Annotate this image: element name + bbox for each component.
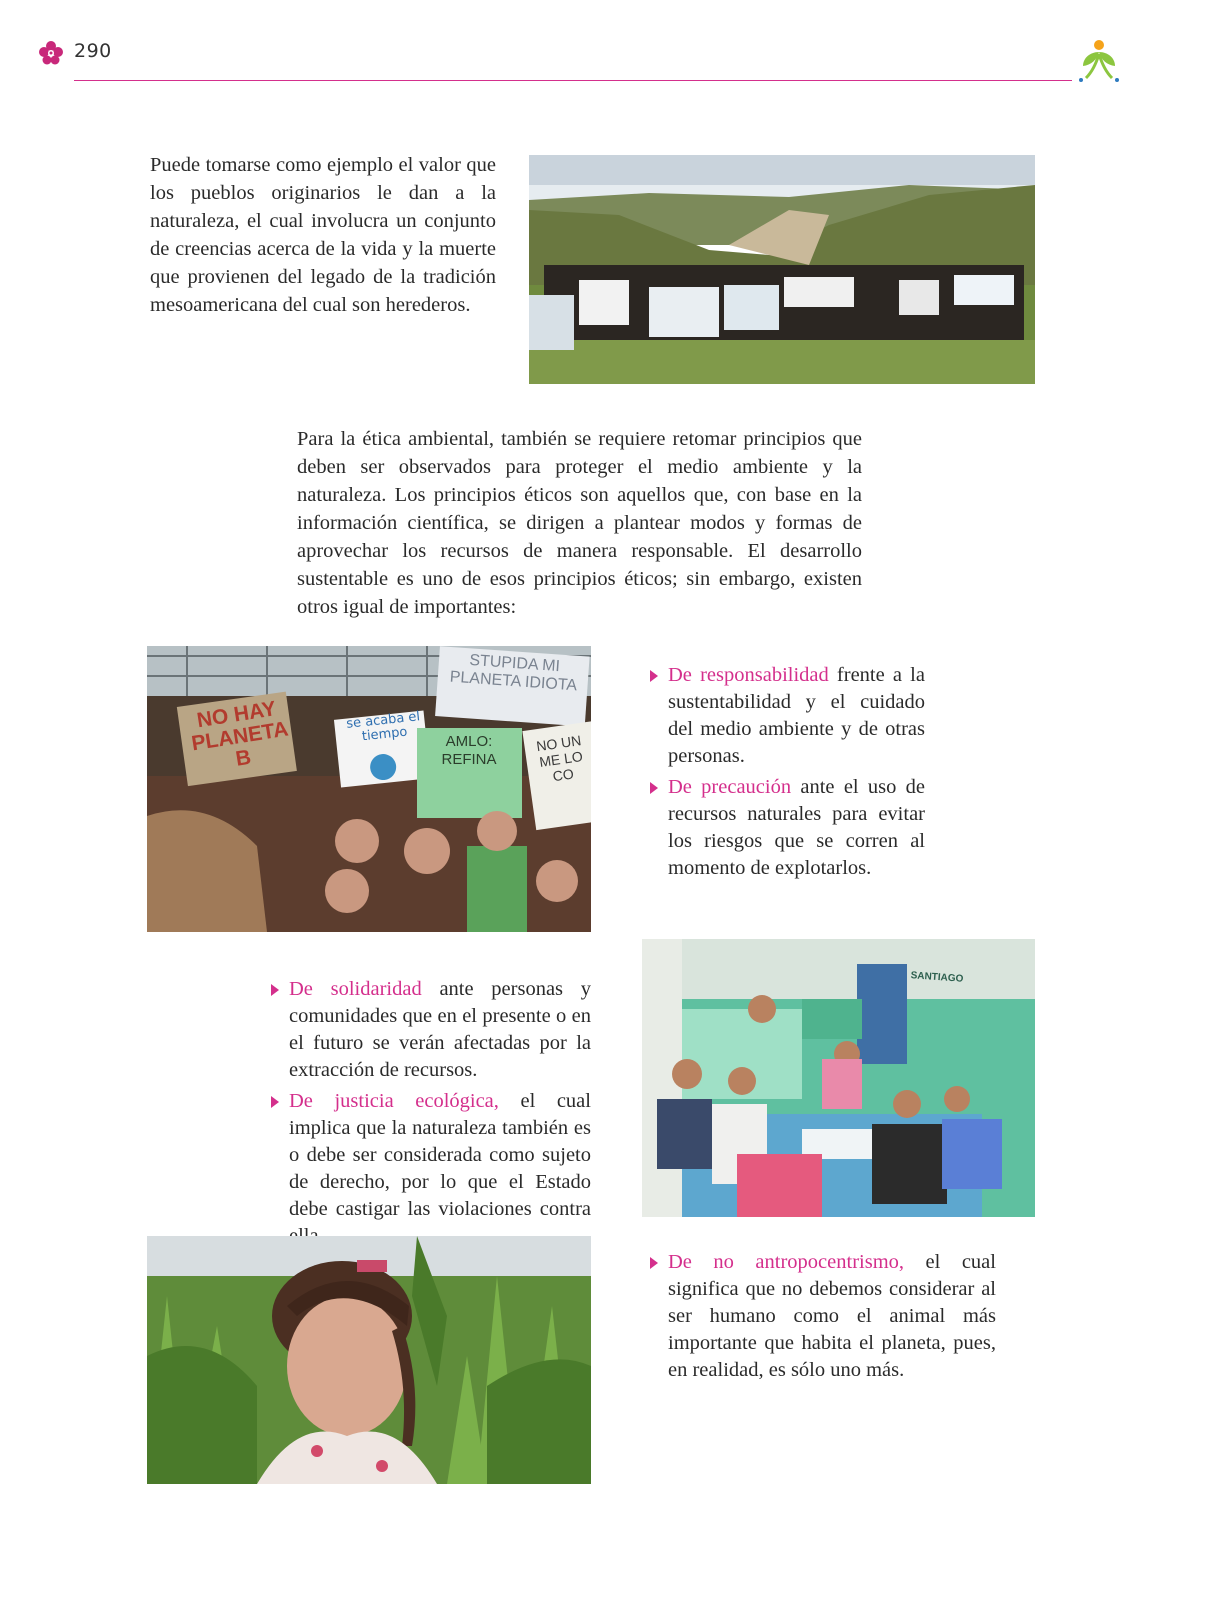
header-rule bbox=[74, 80, 1072, 81]
bullet-arrow-icon bbox=[650, 1257, 658, 1269]
sprout-logo-icon bbox=[1078, 38, 1120, 84]
principle-term: De no antropocentrismo, bbox=[668, 1251, 905, 1273]
corn-field-woman-photo bbox=[147, 1236, 591, 1484]
protest-sign-no-un: NO UN ME LO CO bbox=[535, 732, 584, 785]
principles-list-top bbox=[648, 662, 925, 886]
principle-text: ante personas y comunidades que en el presente o en el futuro se verán afectadas por la extracción de recursos. bbox=[289, 978, 591, 1081]
protest-sign-amlo: AMLO: REFINA bbox=[441, 733, 497, 768]
principle-item bbox=[269, 1088, 591, 1250]
classroom-wall-sign: SANTIAGO bbox=[910, 970, 964, 985]
protest-sign-stupida: STUPIDA MI PLANETA IDIOTA bbox=[449, 651, 578, 695]
bullet-arrow-icon bbox=[650, 782, 658, 794]
protest-sign-no-hay-planeta-b: NO HAY PLANETA B bbox=[189, 697, 290, 771]
principle-text: el cual implica que la naturaleza también es o debe ser considerada como sujeto de derecho, por lo que el Estado debe castigar las violaciones contra bbox=[289, 1090, 591, 1220]
flower-ornament-icon bbox=[36, 38, 66, 68]
principle-term: De precaución bbox=[668, 776, 792, 798]
bullet-arrow-icon bbox=[271, 1096, 279, 1108]
protest-sign-se-acaba-el-tiempo: se acaba el tiempo bbox=[345, 709, 421, 745]
page-number: 290 bbox=[74, 40, 112, 62]
bullet-arrow-icon bbox=[271, 984, 279, 996]
principle-item bbox=[648, 662, 925, 770]
principle-text: el cual significa que no debemos considerar al ser humano como el animal más importante que habita el planeta, pues, en realidad, es sólo uno más. bbox=[668, 1251, 996, 1381]
principle-term: De responsabilidad bbox=[668, 664, 829, 686]
principle-text: frente a la sustentabilidad y el cuidado del medio ambiente y de otras personas. bbox=[668, 664, 925, 767]
bullet-arrow-icon bbox=[650, 670, 658, 682]
principle-item bbox=[648, 1249, 996, 1384]
principles-list-bottom bbox=[648, 1249, 996, 1388]
principle-text: ante el uso de recursos naturales para evitar los riesgos que se corren al momento de explotarlos. bbox=[668, 776, 925, 879]
principles-list-middle bbox=[269, 976, 591, 1254]
protest-landscape-photo bbox=[529, 155, 1035, 384]
intro-paragraph: Puede tomarse como ejemplo el valor que los pueblos originarios le dan a la naturaleza, el cual involucra un conjunto de creencias acerca de la vida y la muerte que provienen del legado de la tradición mesoamericana del cual son herederos. bbox=[150, 154, 496, 316]
principle-item bbox=[648, 774, 925, 882]
principle-term: De solidaridad bbox=[289, 978, 422, 1000]
principle-item bbox=[269, 976, 591, 1084]
principle-term: De justicia ecológica, bbox=[289, 1090, 499, 1112]
main-paragraph: Para la ética ambiental, también se requiere retomar principios que deben ser observados para proteger el medio ambiente y la naturaleza. Los principios éticos son aquellos que, con base en la información científica, se dirigen a plantear modos y formas de aprovechar los recursos de manera responsable. El desarrollo sustentable es uno de esos principios éticos; sin embargo, existen otros igual de importantes: bbox=[297, 428, 862, 618]
